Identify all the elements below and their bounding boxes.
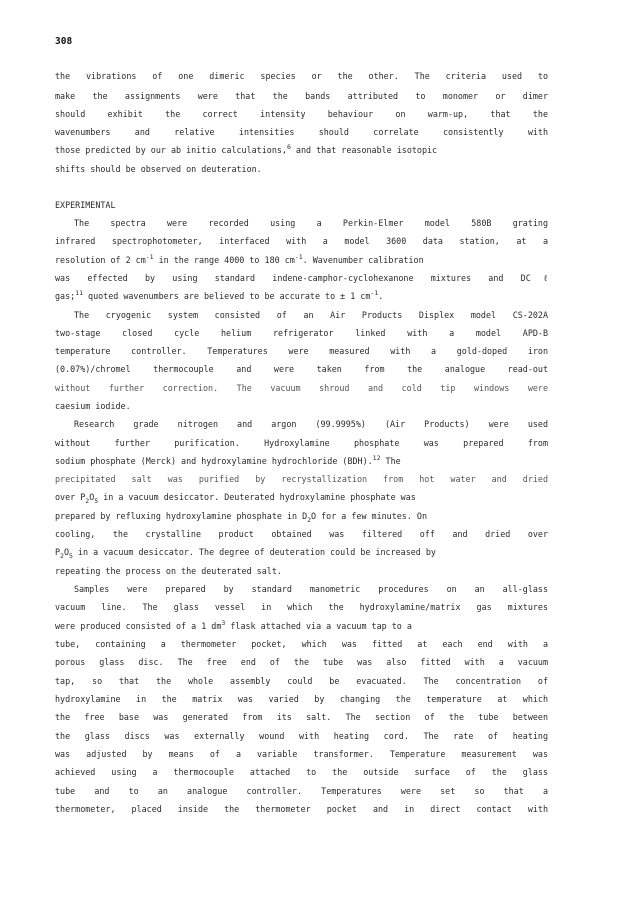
text-line: two-stage closed cycle helium refrigerator linked with a model APD-B <box>55 328 548 338</box>
reference-superscript: 12 <box>372 454 381 462</box>
page-number: 308 <box>55 36 73 47</box>
text-line: cooling, the crystalline product obtained was filtered off and dried over <box>55 529 548 539</box>
text-line: gas;$^{11}$ quoted wavenumbers are believed to be accurate to ± 1 $cm^{-1}$. <box>55 289 384 301</box>
text-line: prepared by refluxing hydroxylamine phosphate in $D_2O$ for a few minutes. On <box>55 511 428 524</box>
text-line: Research grade nitrogen and argon (99.9995%) (Air Products) were used <box>74 419 548 429</box>
text-line: repeating the process on the deuterated salt. <box>55 566 282 576</box>
text-line: $P_2O_5$ in a vacuum desiccator. The degree of deuteration could be increased by <box>55 547 436 560</box>
text-line: was adjusted by means of a variable transformer. Temperature measurement was <box>55 749 548 759</box>
text-line: without further purification. Hydroxylamine phosphate was prepared from <box>55 438 548 448</box>
text-line: should exhibit the correct intensity behaviour on warm-up, that the <box>55 109 548 119</box>
text-line: those predicted by our ab initio calculations,$^6$ and that reasonable isotopic <box>55 143 438 155</box>
text-line: precipitated salt was purified by recrystallization from hot water and dried <box>55 474 548 484</box>
text-line: the glass discs was externally wound with heating cord. The rate of heating <box>55 731 548 741</box>
reference-superscript: 11 <box>75 289 83 297</box>
text-line: tube, containing a thermometer pocket, which was fitted at each end with a <box>55 639 548 649</box>
text-line: porous glass disc. The free end of the tube was also fitted with a vacuum <box>55 657 548 667</box>
text-line: The spectra were recorded using a Perkin-Elmer model 580B grating <box>74 218 548 228</box>
text-line: (0.07%)/chromel thermocouple and were taken from the analogue read-out <box>55 364 548 374</box>
section-heading: EXPERIMENTAL <box>55 200 116 210</box>
reference-superscript: 6 <box>286 143 291 151</box>
text-line: were produced consisted of a 1 $dm^3$ flask attached via a vacuum tap to a <box>55 619 412 631</box>
text-line: achieved using a thermocouple attached to the outside surface of the glass <box>55 767 548 777</box>
text-line: temperature controller. Temperatures were measured with a gold-doped iron <box>55 346 548 356</box>
text-line: vacuum line. The glass vessel in which the hydroxylamine/matrix gas mixtures <box>55 602 548 612</box>
text-line: tap, so that the whole assembly could be evacuated. The concentration of <box>55 676 548 686</box>
text-line: Samples were prepared by standard manometric procedures on an all-glass <box>74 584 548 594</box>
text-line: caesium iodide. <box>55 401 131 411</box>
text-line: make the assignments were that the bands attributed to monomer or dimer <box>55 91 548 101</box>
text-line: hydroxylamine in the matrix was varied by changing the temperature at which <box>55 694 548 704</box>
text-line: was effected by using standard indene-camphor-cyclohexanone mixtures and DCℓ <box>55 273 548 283</box>
text-line: the vibrations of one dimeric species or the other. The criteria used to <box>55 71 548 81</box>
text-line: over $P_2O_5$ in a vacuum desiccator. Deuterated hydroxylamine phosphate was <box>55 492 416 505</box>
text-line: wavenumbers and relative intensities should correlate consistently with <box>55 127 548 137</box>
text-line: sodium phosphate (Merck) and hydroxylamine hydrochloride (BDH).$^{12}$ The <box>55 454 401 466</box>
text-line: shifts should be observed on deuteration. <box>55 164 262 174</box>
text-line: infrared spectrophotometer, interfaced with a model 3600 data station, at a <box>55 236 548 246</box>
text-line: The cryogenic system consisted of an Air Products Displex model CS-202A <box>74 310 548 320</box>
text-line: resolution of 2 $cm^{-1}$ in the range 4000 to 180 $cm^{-1}$. Wavenumber calibration <box>55 253 424 265</box>
text-line: thermometer, placed inside the thermometer pocket and in direct contact with <box>55 804 548 814</box>
text-line: the free base was generated from its salt. The section of the tube between <box>55 712 548 722</box>
text-line: without further correction. The vacuum shroud and cold tip windows were <box>55 383 548 393</box>
text-line: tube and to an analogue controller. Temperatures were set so that a <box>55 786 548 796</box>
